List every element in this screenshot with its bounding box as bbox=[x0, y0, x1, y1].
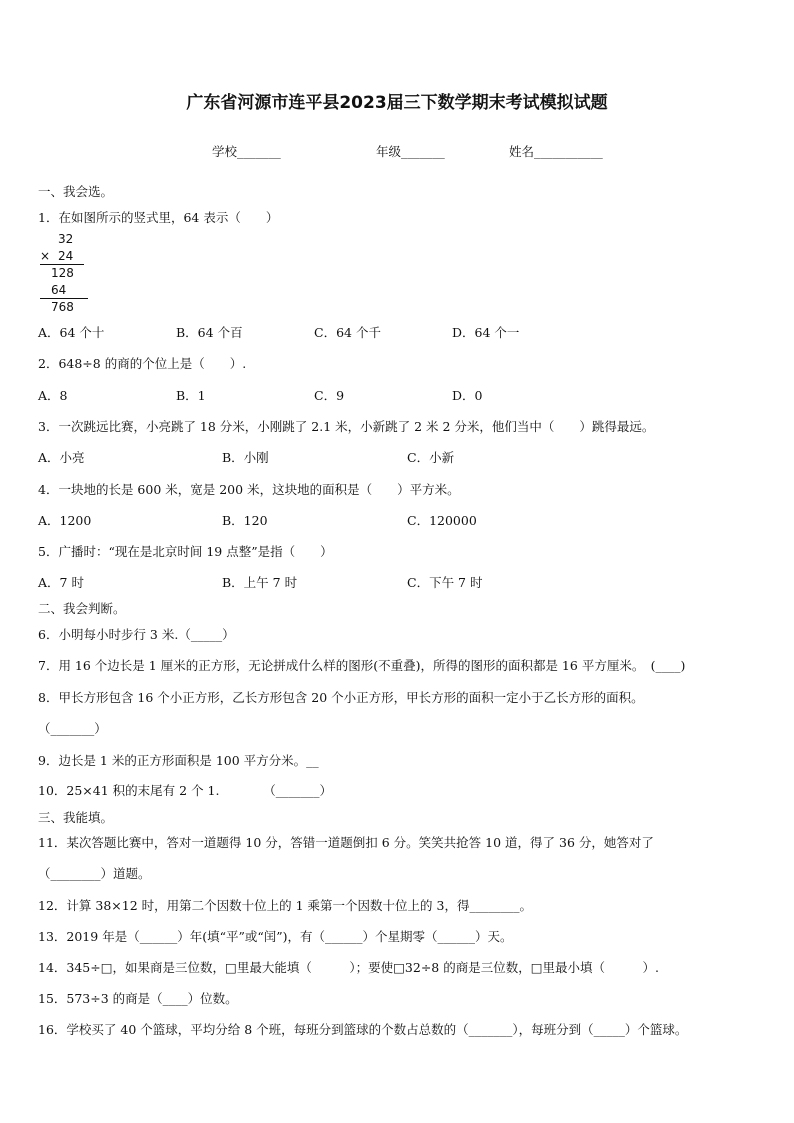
q1-option-b: B．64 个百 bbox=[176, 325, 243, 340]
question-5: 5．广播时：“现在是北京时间 19 点整”是指（ ） bbox=[38, 544, 333, 559]
q5-option-a: A．7 时 bbox=[38, 575, 84, 590]
school-field: 学校_______ bbox=[212, 144, 281, 159]
question-8-answer: （_______） bbox=[38, 721, 107, 736]
q2-option-c: C．9 bbox=[314, 388, 345, 403]
section-1-heading: 一、我会选。 bbox=[38, 184, 114, 199]
page-title: 广东省河源市连平县2023届三下数学期末考试模拟试题 bbox=[186, 93, 608, 113]
question-14: 14．345÷□，如果商是三位数，□里最大能填（ ）；要使□32÷8 的商是三位数，□里最小填（ ）. bbox=[38, 960, 660, 975]
question-2: 2．648÷8 的商的个位上是（ ）. bbox=[38, 356, 247, 371]
question-15: 15．573÷3 的商是（____）位数。 bbox=[38, 991, 238, 1006]
question-6: 6．小明每小时步行 3 米.（_____） bbox=[38, 627, 235, 642]
q4-option-b: B．120 bbox=[222, 513, 268, 528]
grade-field: 年级_______ bbox=[376, 144, 445, 159]
q4-option-c: C．120000 bbox=[407, 513, 477, 528]
calc-partial-1: 128 bbox=[51, 266, 74, 280]
q3-option-c: C．小新 bbox=[407, 450, 455, 465]
question-16: 16．学校买了 40 个篮球，平均分给 8 个班，每班分到篮球的个数占总数的（_______），每班分到（_____）个篮球。 bbox=[38, 1022, 688, 1037]
question-4: 4．一块地的长是 600 米，宽是 200 米，这块地的面积是（ ）平方米。 bbox=[38, 482, 460, 497]
calc-multiplicand: 32 bbox=[58, 232, 74, 246]
question-10: 10．25×41 积的末尾有 2 个 1. （_______） bbox=[38, 783, 332, 798]
q2-option-b: B．1 bbox=[176, 388, 206, 403]
q3-option-b: B．小刚 bbox=[222, 450, 269, 465]
question-13: 13．2019 年是（______）年(填“平”或“闰”)，有（______）个星期零（______）天。 bbox=[38, 929, 513, 944]
q1-option-c: C．64 个千 bbox=[314, 325, 381, 340]
q1-option-a: A．64 个十 bbox=[38, 325, 105, 340]
q2-option-d: D．0 bbox=[452, 388, 483, 403]
question-7: 7．用 16 个边长是 1 厘米的正方形，无论拼成什么样的图形(不重叠)，所得的图形的面积都是 16 平方厘米。 (____) bbox=[38, 658, 686, 673]
question-8: 8．甲长方形包含 16 个小正方形，乙长方形包含 20 个小正方形，甲长方形的面积一定小于乙长方形的面积。 bbox=[38, 690, 644, 705]
q1-option-d: D．64 个一 bbox=[452, 325, 520, 340]
calc-multiplier: 24 bbox=[58, 249, 74, 263]
q4-option-a: A．1200 bbox=[38, 513, 92, 528]
question-9: 9．边长是 1 米的正方形面积是 100 平方分米。__ bbox=[38, 753, 319, 768]
question-11-answer: （________）道题。 bbox=[38, 866, 151, 881]
question-1: 1．在如图所示的竖式里，64 表示（ ） bbox=[38, 210, 279, 225]
name-field: 姓名___________ bbox=[509, 144, 603, 159]
q5-option-c: C．下午 7 时 bbox=[407, 575, 483, 590]
section-3-heading: 三、我能填。 bbox=[38, 810, 114, 825]
calc-rule-1 bbox=[40, 264, 84, 265]
vertical-multiplication bbox=[30, 232, 100, 318]
section-2-heading: 二、我会判断。 bbox=[38, 601, 126, 616]
q2-option-a: A．8 bbox=[38, 388, 68, 403]
q3-option-a: A．小亮 bbox=[38, 450, 85, 465]
q5-option-b: B．上午 7 时 bbox=[222, 575, 298, 590]
calc-result: 768 bbox=[51, 300, 74, 314]
question-12: 12．计算 38×12 时，用第二个因数十位上的 1 乘第一个因数十位上的 3，得________。 bbox=[38, 898, 532, 913]
calc-times-sign: × bbox=[40, 249, 51, 263]
calc-partial-2: 64 bbox=[51, 283, 67, 297]
question-11: 11．某次答题比赛中，答对一道题得 10 分，答错一道题倒扣 6 分。笑笑共抢答 10 道，得了 36 分，她答对了 bbox=[38, 835, 654, 850]
question-3: 3．一次跳远比赛，小亮跳了 18 分米，小刚跳了 2.1 米，小新跳了 2 米 2 分米，他们当中（ ）跳得最远。 bbox=[38, 419, 655, 434]
calc-rule-2 bbox=[40, 298, 88, 299]
